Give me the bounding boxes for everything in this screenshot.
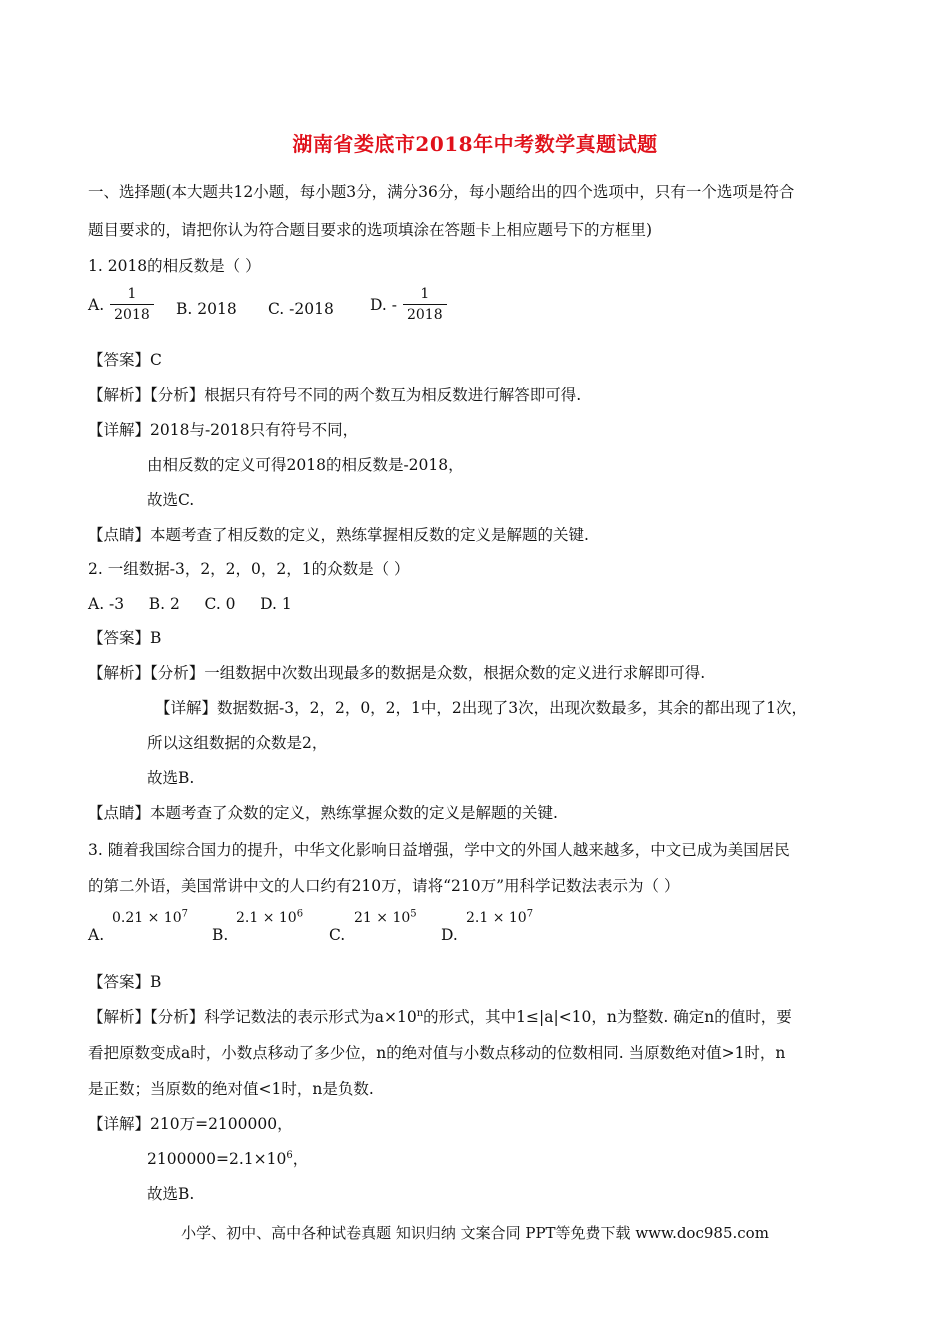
analysis-text: 的形式，其中1≤|a|<10，n为整数. 确定n的值时，要 [423,1008,792,1026]
q2-question: 2. 一组数据-3，2，2，0，2，1的众数是（ ） [88,560,410,578]
q1-option-a [88,286,154,323]
section-intro-line1: 一、选择题(本大题共12小题，每小题3分，满分36分，每小题给出的四个选项中，只有一个选项是符合 [88,183,795,201]
q1-answer: 【答案】C [88,351,162,369]
sci-base: 21 × 10 [354,910,411,926]
q1-option-d-fraction [403,286,447,323]
q3-options [88,908,688,948]
detail-exponent: 6 [286,1149,293,1161]
q3-option-c-value [354,910,417,926]
fraction-numerator: 1 [420,286,430,302]
q1-analysis: 【解析】【分析】根据只有符号不同的两个数互为相反数进行解答即可得. [88,386,582,404]
q1-comment: 【点睛】本题考查了相反数的定义，熟练掌握相反数的定义是解题的关键. [88,526,589,544]
q1-option-d [370,286,447,323]
sci-base: 2.1 × 10 [236,910,297,926]
q3-question-line2: 的第二外语，美国常讲中文的人口约有210万，请将“210万”用科学记数法表示为（ ） [88,877,680,895]
q3-option-a-value [112,910,188,926]
q2-analysis: 【解析】【分析】一组数据中次数出现最多的数据是众数，根据众数的定义进行求解即可得. [88,664,706,682]
fraction-numerator: 1 [127,286,137,302]
q1-option-b: B. 2018 [176,300,237,318]
q3-answer: 【答案】B [88,973,162,991]
detail-text: ， [292,1150,309,1168]
q1-option-a-fraction [110,286,154,323]
section-intro-line2: 题目要求的，请把你认为符合题目要求的选项填涂在答题卡上相应题号下的方框里) [88,221,653,239]
q3-option-c-label: C. [329,926,346,944]
q2-detail-1: 【详解】数据数据-3，2，2，0，2，1中，2出现了3次，出现次数最多，其余的都出现了1次， [155,699,807,717]
sci-exponent: 7 [526,908,534,920]
q2-answer: 【答案】B [88,629,162,647]
q3-option-b-label: B. [212,926,229,944]
analysis-text: 【解析】【分析】科学记数法的表示形式为a×10 [88,1008,417,1026]
q1-option-c: C. -2018 [268,300,334,318]
q2-options: A. -3 B. 2 C. 0 D. 1 [88,595,292,613]
sci-exponent: 6 [296,908,304,920]
sci-exponent: 5 [410,908,417,920]
q3-option-b-value [236,910,303,926]
q3-detail-3: 故选B. [147,1185,195,1203]
q1-question: 1. 2018的相反数是（ ） [88,257,261,275]
q3-option-a-label: A. [88,926,105,944]
page-title: 湖南省娄底市2018年中考数学真题试题 [292,132,658,156]
q3-analysis-2: 看把原数变成a时，小数点移动了多少位，n的绝对值与小数点移动的位数相同. 当原数绝对值>1时，n [88,1044,786,1062]
q3-analysis-3: 是正数；当原数的绝对值<1时，n是负数. [88,1080,374,1098]
q2-detail-3: 故选B. [147,769,195,787]
q3-question-line1: 3. 随着我国综合国力的提升，中华文化影响日益增强，学中文的外国人越来越多，中文已成为美国居民 [88,841,790,859]
sci-base: 2.1 × 10 [466,910,527,926]
q3-option-d-value [466,910,533,926]
q3-analysis-1 [88,1007,792,1027]
q3-option-d-label: D. [441,926,458,944]
q1-option-d-label: D. - [370,295,397,314]
q2-detail-2: 所以这组数据的众数是2， [147,734,328,752]
analysis-exponent: n [416,1007,424,1019]
fraction-denominator: 2018 [110,304,154,323]
sci-exponent: 7 [181,908,188,920]
q3-detail-1: 【详解】210万=2100000， [88,1115,293,1133]
q2-comment: 【点睛】本题考查了众数的定义，熟练掌握众数的定义是解题的关键. [88,804,558,822]
detail-text: 2100000=2.1×10 [147,1150,287,1168]
page-footer: 小学、初中、高中各种试卷真题 知识归纳 文案合同 PPT等免费下载 www.doc985.com [181,1224,769,1242]
q1-detail-1: 【详解】2018与-2018只有符号不同， [88,421,359,439]
q1-option-a-label: A. [88,295,105,314]
q1-detail-2: 由相反数的定义可得2018的相反数是-2018， [147,456,464,474]
q3-detail-2 [147,1149,308,1169]
fraction-denominator: 2018 [403,304,447,323]
q1-detail-3: 故选C. [147,491,195,509]
sci-base: 0.21 × 10 [112,910,182,926]
